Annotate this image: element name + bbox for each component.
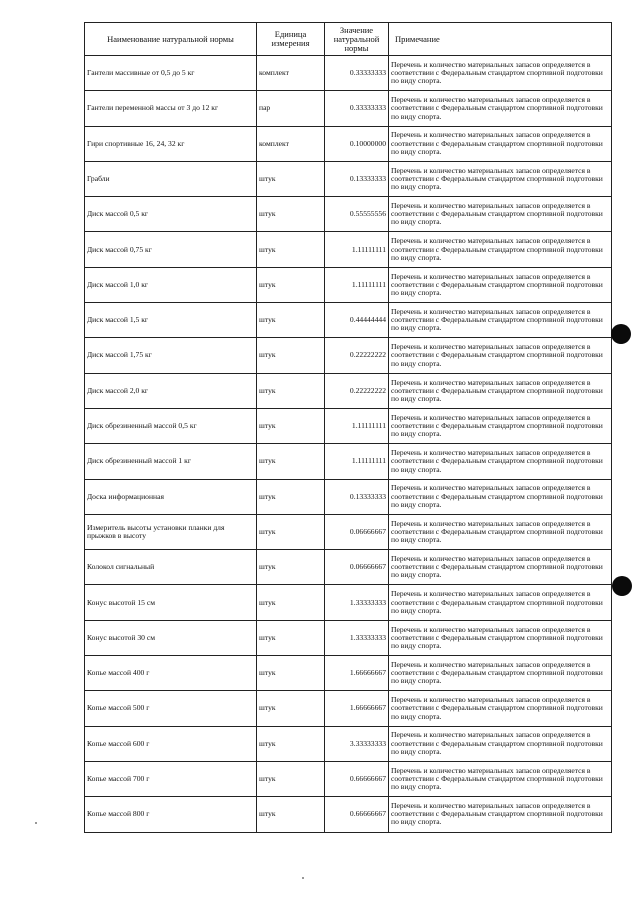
cell-note: Перечень и количество материальных запасов определяется в соответствии с Федеральным стандартом спортивной подготовки по виду спорта. [389, 232, 612, 267]
table-row [85, 444, 612, 479]
table-row [85, 408, 612, 443]
cell-value: 1.11111111 [325, 267, 389, 302]
table-row [85, 656, 612, 691]
cell-unit: штук [257, 303, 325, 338]
header-value: Значение натуральной нормы [325, 23, 389, 56]
cell-unit: штук [257, 232, 325, 267]
table-row [85, 161, 612, 196]
cell-value: 0.13333333 [325, 479, 389, 514]
norms-table [84, 22, 612, 833]
cell-unit: комплект [257, 56, 325, 91]
cell-note: Перечень и количество материальных запасов определяется в соответствии с Федеральным стандартом спортивной подготовки по виду спорта. [389, 550, 612, 585]
cell-note: Перечень и количество материальных запасов определяется в соответствии с Федеральным стандартом спортивной подготовки по виду спорта. [389, 620, 612, 655]
cell-name: Копье массой 700 г [85, 761, 257, 796]
header-note: Примечание [389, 23, 612, 56]
cell-value: 0.33333333 [325, 91, 389, 126]
scan-speck [302, 877, 304, 879]
cell-unit: штук [257, 373, 325, 408]
cell-value: 0.22222222 [325, 338, 389, 373]
cell-value: 1.11111111 [325, 232, 389, 267]
cell-note: Перечень и количество материальных запасов определяется в соответствии с Федеральным стандартом спортивной подготовки по виду спорта. [389, 761, 612, 796]
cell-value: 0.13333333 [325, 161, 389, 196]
cell-name: Копье массой 800 г [85, 797, 257, 832]
cell-unit: штук [257, 691, 325, 726]
cell-unit: штук [257, 444, 325, 479]
cell-note: Перечень и количество материальных запасов определяется в соответствии с Федеральным стандартом спортивной подготовки по виду спорта. [389, 514, 612, 549]
cell-value: 0.06666667 [325, 514, 389, 549]
cell-name: Копье массой 500 г [85, 691, 257, 726]
cell-unit: штук [257, 479, 325, 514]
cell-name: Диск обрезиненный массой 1 кг [85, 444, 257, 479]
cell-name: Диск обрезиненный массой 0,5 кг [85, 408, 257, 443]
cell-value: 0.06666667 [325, 550, 389, 585]
cell-name: Диск массой 0,75 кг [85, 232, 257, 267]
cell-value: 0.66666667 [325, 797, 389, 832]
table-row [85, 514, 612, 549]
cell-unit: пар [257, 91, 325, 126]
cell-value: 0.22222222 [325, 373, 389, 408]
cell-name: Копье массой 400 г [85, 656, 257, 691]
cell-note: Перечень и количество материальных запасов определяется в соответствии с Федеральным стандартом спортивной подготовки по виду спорта. [389, 656, 612, 691]
table-row [85, 761, 612, 796]
table-row [85, 479, 612, 514]
cell-note: Перечень и количество материальных запасов определяется в соответствии с Федеральным стандартом спортивной подготовки по виду спорта. [389, 479, 612, 514]
cell-unit: штук [257, 726, 325, 761]
header-unit: Единица измерения [257, 23, 325, 56]
cell-name: Гантели переменной массы от 3 до 12 кг [85, 91, 257, 126]
cell-note: Перечень и количество материальных запасов определяется в соответствии с Федеральным стандартом спортивной подготовки по виду спорта. [389, 56, 612, 91]
cell-note: Перечень и количество материальных запасов определяется в соответствии с Федеральным стандартом спортивной подготовки по виду спорта. [389, 126, 612, 161]
cell-value: 1.66666667 [325, 656, 389, 691]
cell-note: Перечень и количество материальных запасов определяется в соответствии с Федеральным стандартом спортивной подготовки по виду спорта. [389, 373, 612, 408]
cell-note: Перечень и количество материальных запасов определяется в соответствии с Федеральным стандартом спортивной подготовки по виду спорта. [389, 408, 612, 443]
cell-name: Гири спортивные 16, 24, 32 кг [85, 126, 257, 161]
punch-hole [612, 576, 632, 596]
cell-unit: штук [257, 761, 325, 796]
table-row [85, 267, 612, 302]
cell-note: Перечень и количество материальных запасов определяется в соответствии с Федеральным стандартом спортивной подготовки по виду спорта. [389, 726, 612, 761]
cell-unit: штук [257, 514, 325, 549]
cell-note: Перечень и количество материальных запасов определяется в соответствии с Федеральным стандартом спортивной подготовки по виду спорта. [389, 303, 612, 338]
table-row [85, 691, 612, 726]
table-row [85, 797, 612, 832]
table-row [85, 620, 612, 655]
cell-value: 1.33333333 [325, 620, 389, 655]
cell-name: Диск массой 0,5 кг [85, 197, 257, 232]
cell-value: 1.66666667 [325, 691, 389, 726]
cell-name: Диск массой 1,0 кг [85, 267, 257, 302]
cell-value: 0.10000000 [325, 126, 389, 161]
cell-note: Перечень и количество материальных запасов определяется в соответствии с Федеральным стандартом спортивной подготовки по виду спорта. [389, 444, 612, 479]
cell-note: Перечень и количество материальных запасов определяется в соответствии с Федеральным стандартом спортивной подготовки по виду спорта. [389, 797, 612, 832]
table-row [85, 126, 612, 161]
table-row [85, 550, 612, 585]
cell-name: Конус высотой 15 см [85, 585, 257, 620]
cell-name: Доска информационная [85, 479, 257, 514]
cell-name: Измеритель высоты установки планки для прыжков в высоту [85, 514, 257, 549]
table-header-row [85, 23, 612, 56]
table-row [85, 56, 612, 91]
punch-hole [611, 324, 631, 344]
cell-unit: комплект [257, 126, 325, 161]
cell-note: Перечень и количество материальных запасов определяется в соответствии с Федеральным стандартом спортивной подготовки по виду спорта. [389, 91, 612, 126]
table-row [85, 303, 612, 338]
table-row [85, 232, 612, 267]
cell-note: Перечень и количество материальных запасов определяется в соответствии с Федеральным стандартом спортивной подготовки по виду спорта. [389, 338, 612, 373]
cell-unit: штук [257, 338, 325, 373]
cell-name: Колокол сигнальный [85, 550, 257, 585]
cell-unit: штук [257, 585, 325, 620]
cell-value: 3.33333333 [325, 726, 389, 761]
cell-name: Конус высотой 30 см [85, 620, 257, 655]
cell-unit: штук [257, 408, 325, 443]
cell-name: Диск массой 1,75 кг [85, 338, 257, 373]
cell-name: Диск массой 1,5 кг [85, 303, 257, 338]
cell-name: Копье массой 600 г [85, 726, 257, 761]
table-row [85, 726, 612, 761]
cell-value: 0.44444444 [325, 303, 389, 338]
cell-value: 1.33333333 [325, 585, 389, 620]
cell-name: Гантели массивные от 0,5 до 5 кг [85, 56, 257, 91]
cell-value: 0.33333333 [325, 56, 389, 91]
cell-unit: штук [257, 797, 325, 832]
cell-unit: штук [257, 197, 325, 232]
table-row [85, 91, 612, 126]
table-body [85, 56, 612, 833]
scan-speck [35, 822, 37, 824]
cell-unit: штук [257, 550, 325, 585]
cell-name: Диск массой 2,0 кг [85, 373, 257, 408]
cell-value: 1.11111111 [325, 444, 389, 479]
cell-unit: штук [257, 656, 325, 691]
cell-note: Перечень и количество материальных запасов определяется в соответствии с Федеральным стандартом спортивной подготовки по виду спорта. [389, 585, 612, 620]
table-row [85, 197, 612, 232]
cell-note: Перечень и количество материальных запасов определяется в соответствии с Федеральным стандартом спортивной подготовки по виду спорта. [389, 197, 612, 232]
cell-note: Перечень и количество материальных запасов определяется в соответствии с Федеральным стандартом спортивной подготовки по виду спорта. [389, 161, 612, 196]
cell-unit: штук [257, 620, 325, 655]
cell-unit: штук [257, 267, 325, 302]
cell-note: Перечень и количество материальных запасов определяется в соответствии с Федеральным стандартом спортивной подготовки по виду спорта. [389, 691, 612, 726]
cell-value: 0.66666667 [325, 761, 389, 796]
table-row [85, 338, 612, 373]
cell-name: Грабли [85, 161, 257, 196]
table-row [85, 373, 612, 408]
cell-value: 1.11111111 [325, 408, 389, 443]
header-name: Наименование натуральной нормы [85, 23, 257, 56]
cell-unit: штук [257, 161, 325, 196]
cell-note: Перечень и количество материальных запасов определяется в соответствии с Федеральным стандартом спортивной подготовки по виду спорта. [389, 267, 612, 302]
cell-value: 0.55555556 [325, 197, 389, 232]
table-row [85, 585, 612, 620]
